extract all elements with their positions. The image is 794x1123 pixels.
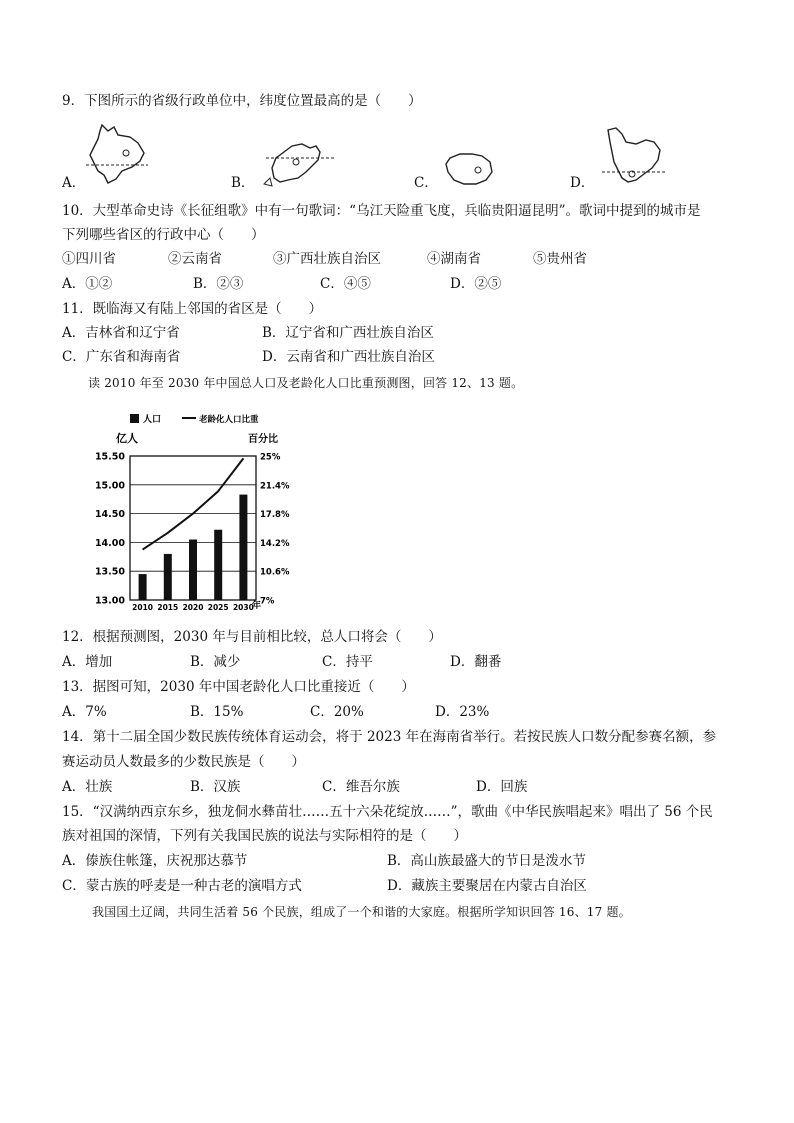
q14-stem-line2: 赛运动员人数最多的少数民族是（ ） xyxy=(62,754,305,770)
q10-option-c: C．④⑤ xyxy=(320,276,371,292)
q9-option-c: C． xyxy=(414,175,438,191)
right-tick-label: 14.2% xyxy=(260,538,290,549)
q12-option-c: C．持平 xyxy=(322,654,373,670)
q9-map-a-yunnan xyxy=(86,123,148,188)
x-tick-label: 2010 xyxy=(132,603,154,612)
q9-map-c-hainan xyxy=(442,150,496,188)
q11-option-d: D．云南省和广西壮族自治区 xyxy=(262,349,435,365)
q15-option-c: C．蒙古族的呼麦是一种古老的演唱方式 xyxy=(62,878,302,894)
legend-bar-swatch xyxy=(130,414,139,423)
q15-stem-line2: 族对祖国的深情，下列有关我国民族的说法与实际相符的是（ ） xyxy=(62,828,467,844)
x-unit-label: 年 xyxy=(252,601,262,611)
q10-stem-line1: 10．大型革命史诗《长征组歌》中有一句歌词：“乌江天险重飞度，兵临贵阳逼昆明”。歌词中提到的城市是 xyxy=(62,203,701,219)
legend-line-label: 老龄化人口比重 xyxy=(199,415,259,425)
q13-option-c: C．20% xyxy=(310,704,364,720)
q14-option-c: C．维吾尔族 xyxy=(322,779,400,795)
q11-stem: 11．既临海又有陆上邻国的省区是（ ） xyxy=(62,301,323,317)
population-bar xyxy=(189,540,197,600)
left-tick-label: 15.00 xyxy=(94,480,125,492)
q10-item-3: ③广西壮族自治区 xyxy=(273,251,381,267)
q14-stem-line1: 14．第十二届全国少数民族传统体育运动会，将于 2023 年在海南省举行。若按民族人口数分配参赛名额，参 xyxy=(62,729,717,745)
q15-stem-line1: 15．“汉满纳西京东乡，独龙侗水彝苗壮……五十六朵花绽放……”，歌曲《中华民族唱起来》唱出了 56 个民 xyxy=(62,804,713,820)
right-tick-label: 7% xyxy=(260,596,275,607)
right-tick-label: 17.8% xyxy=(260,510,290,521)
q15-option-d: D．藏族主要聚居在内蒙古自治区 xyxy=(387,878,587,894)
q13-option-a: A．7% xyxy=(62,704,107,720)
aging-ratio-line xyxy=(143,458,244,549)
left-tick-label: 13.00 xyxy=(94,595,125,607)
population-aging-chart xyxy=(90,408,290,618)
population-bar xyxy=(164,554,172,600)
q9-map-d-jilin xyxy=(602,124,666,188)
q11-option-a: A．吉林省和辽宁省 xyxy=(62,325,180,341)
q9-option-d: D． xyxy=(570,175,595,191)
right-tick-label: 25% xyxy=(260,452,281,463)
q11-option-b: B．辽宁省和广西壮族自治区 xyxy=(262,325,434,341)
population-bar xyxy=(139,574,147,600)
left-axis-label: 亿人 xyxy=(116,432,138,445)
left-tick-label: 13.50 xyxy=(94,566,125,578)
q15-option-a: A．傣族住帐篷，庆祝那达慕节 xyxy=(62,853,248,869)
q14-option-a: A．壮族 xyxy=(62,779,113,795)
q10-item-2: ②云南省 xyxy=(168,251,222,267)
q9-map-b-guangxi xyxy=(262,138,338,190)
q10-item-1: ①四川省 xyxy=(62,251,116,267)
q12-option-a: A．增加 xyxy=(62,654,113,670)
left-tick-label: 15.50 xyxy=(94,451,125,463)
q12-option-d: D．翻番 xyxy=(450,654,502,670)
right-tick-label: 10.6% xyxy=(260,567,290,578)
x-tick-label: 2025 xyxy=(207,603,229,612)
q13-option-b: B．15% xyxy=(190,704,244,720)
q14-option-d: D．回族 xyxy=(476,779,528,795)
q13-stem: 13．据图可知，2030 年中国老龄化人口比重接近（ ） xyxy=(62,679,415,695)
population-bar xyxy=(214,530,222,600)
q15-option-b: B．高山族最盛大的节日是泼水节 xyxy=(387,853,586,869)
q13-option-d: D．23% xyxy=(435,704,490,720)
q11-option-c: C．广东省和海南省 xyxy=(62,349,181,365)
right-tick-label: 21.4% xyxy=(260,481,290,492)
left-tick-label: 14.00 xyxy=(94,537,125,549)
right-axis-label: 百分比 xyxy=(248,434,278,445)
q9-option-a: A． xyxy=(62,175,86,191)
q10-option-b: B．②③ xyxy=(193,276,244,292)
left-tick-label: 14.50 xyxy=(94,509,125,521)
q9-stem: 9．下图所示的省级行政单位中，纬度位置最高的是（ ） xyxy=(62,93,422,109)
intro-12-13: 读 2010 年至 2030 年中国总人口及老龄化人口比重预测图，回答 12、13 题。 xyxy=(88,376,524,390)
legend-bar-label: 人口 xyxy=(143,415,162,425)
q10-item-5: ⑤贵州省 xyxy=(533,251,587,267)
q10-item-4: ④湖南省 xyxy=(427,251,481,267)
population-bar xyxy=(239,495,247,600)
q12-option-b: B．减少 xyxy=(190,654,241,670)
q10-stem-line2: 下列哪些省区的行政中心（ ） xyxy=(62,227,265,243)
x-tick-label: 2030 xyxy=(232,603,254,612)
q10-option-d: D．②⑤ xyxy=(450,276,502,292)
q9-option-b: B． xyxy=(231,175,255,191)
q10-option-a: A．①② xyxy=(62,276,113,292)
q12-stem: 12．根据预测图，2030 年与目前相比较，总人口将会（ ） xyxy=(62,629,442,645)
q14-option-b: B．汉族 xyxy=(190,779,241,795)
intro-16-17: 我国国土辽阔，共同生活着 56 个民族，组成了一个和谐的大家庭。根据所学知识回答 16、17 题。 xyxy=(92,905,631,919)
x-tick-label: 2015 xyxy=(157,603,179,612)
x-tick-label: 2020 xyxy=(182,603,204,612)
